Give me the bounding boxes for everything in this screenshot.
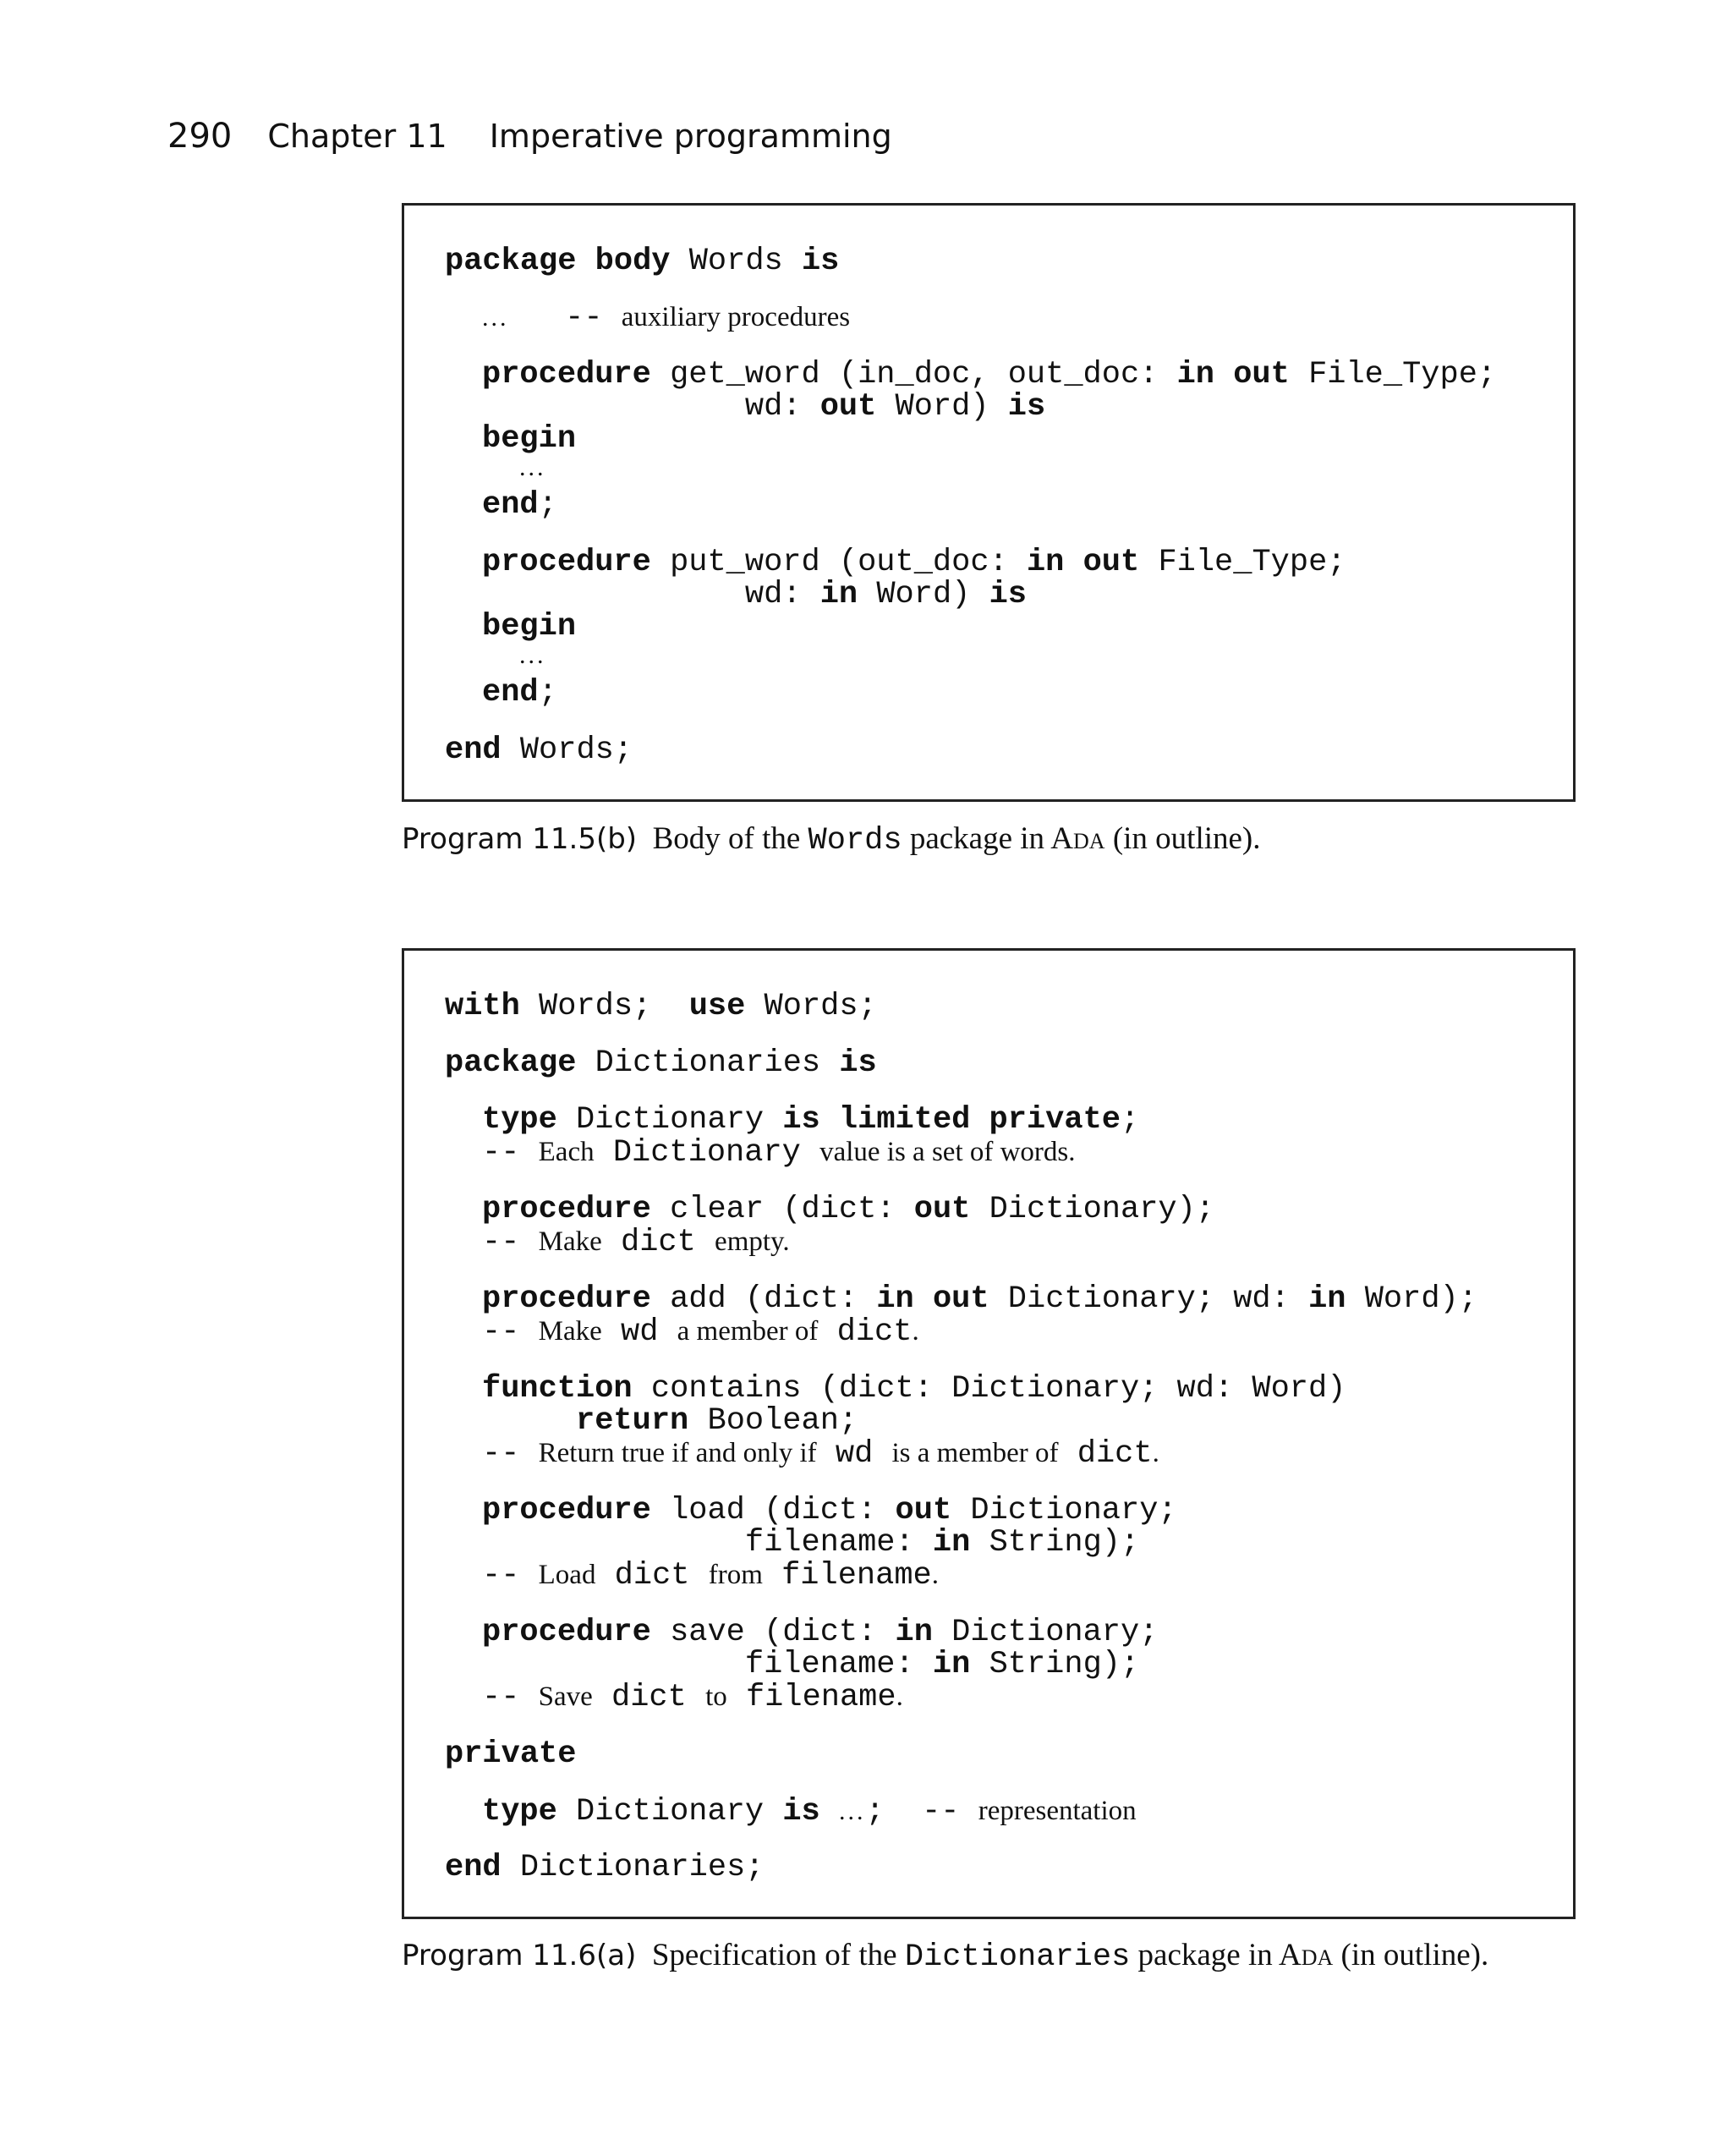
code-comment: -- Each Dictionary value is a set of words. — [482, 1135, 1076, 1171]
code-line: procedure add (dict: in out Dictionary; wd: in Word); — [482, 1281, 1477, 1317]
code-line: function contains (dict: Dictionary; wd: Word) — [482, 1371, 1346, 1407]
code-line: package Dictionaries is — [445, 1045, 877, 1081]
code-line: private — [445, 1736, 577, 1772]
code-line: procedure clear (dict: out Dictionary); — [482, 1192, 1215, 1227]
code-line: procedure load (dict: out Dictionary; — [482, 1493, 1177, 1528]
code-listing-dictionaries-spec — [402, 948, 1576, 1919]
code-comment: -- Make wd a member of dict. — [482, 1314, 919, 1350]
code-line: package body Words is — [445, 244, 840, 279]
code-line: wd: in Word) is — [744, 577, 1028, 612]
code-line: ... — [519, 453, 546, 481]
code-line: end Dictionaries; — [445, 1850, 765, 1885]
code-line: end; — [482, 487, 557, 523]
code-line: end Words; — [445, 732, 633, 768]
code-line: ... — [519, 641, 546, 669]
running-header — [167, 117, 892, 156]
code-comment: -- Load dict from filename. — [482, 1558, 939, 1594]
code-comment: -- Return true if and only if wd is a member of dict. — [482, 1436, 1159, 1472]
code-line: procedure put_word (out_doc: in out File_Type; — [482, 545, 1346, 580]
code-line: procedure save (dict: in Dictionary; — [482, 1615, 1159, 1650]
code-listing-words-body — [402, 203, 1576, 802]
code-comment: -- Save dict to filename. — [482, 1680, 903, 1715]
code-line: return Boolean; — [576, 1403, 858, 1439]
code-line: ... -- auxiliary procedures — [482, 300, 851, 336]
code-line: type Dictionary is ...; -- representation — [482, 1794, 1137, 1830]
page-number: 290 — [167, 117, 233, 156]
code-line: filename: in String); — [744, 1647, 1140, 1682]
code-line: filename: in String); — [744, 1525, 1140, 1561]
code-comment: -- Make dict empty. — [482, 1225, 790, 1260]
figure-caption: Program 11.5(b) Body of the Words package in ADA (in outline). — [402, 821, 1261, 859]
code-line: procedure get_word (in_doc, out_doc: in out File_Type; — [482, 357, 1497, 392]
figure-caption: Program 11.6(a) Specification of the Dictionaries package in ADA (in outline). — [402, 1938, 1489, 1975]
code-line: type Dictionary is limited private; — [482, 1102, 1140, 1138]
code-line: end; — [482, 675, 557, 710]
code-line: begin — [482, 609, 577, 645]
chapter-title: Imperative programming — [489, 118, 892, 155]
chapter-label: Chapter 11 — [267, 118, 447, 155]
code-line: wd: out Word) is — [744, 389, 1046, 425]
code-line: begin — [482, 421, 577, 457]
code-line: with Words; use Words; — [445, 989, 877, 1024]
